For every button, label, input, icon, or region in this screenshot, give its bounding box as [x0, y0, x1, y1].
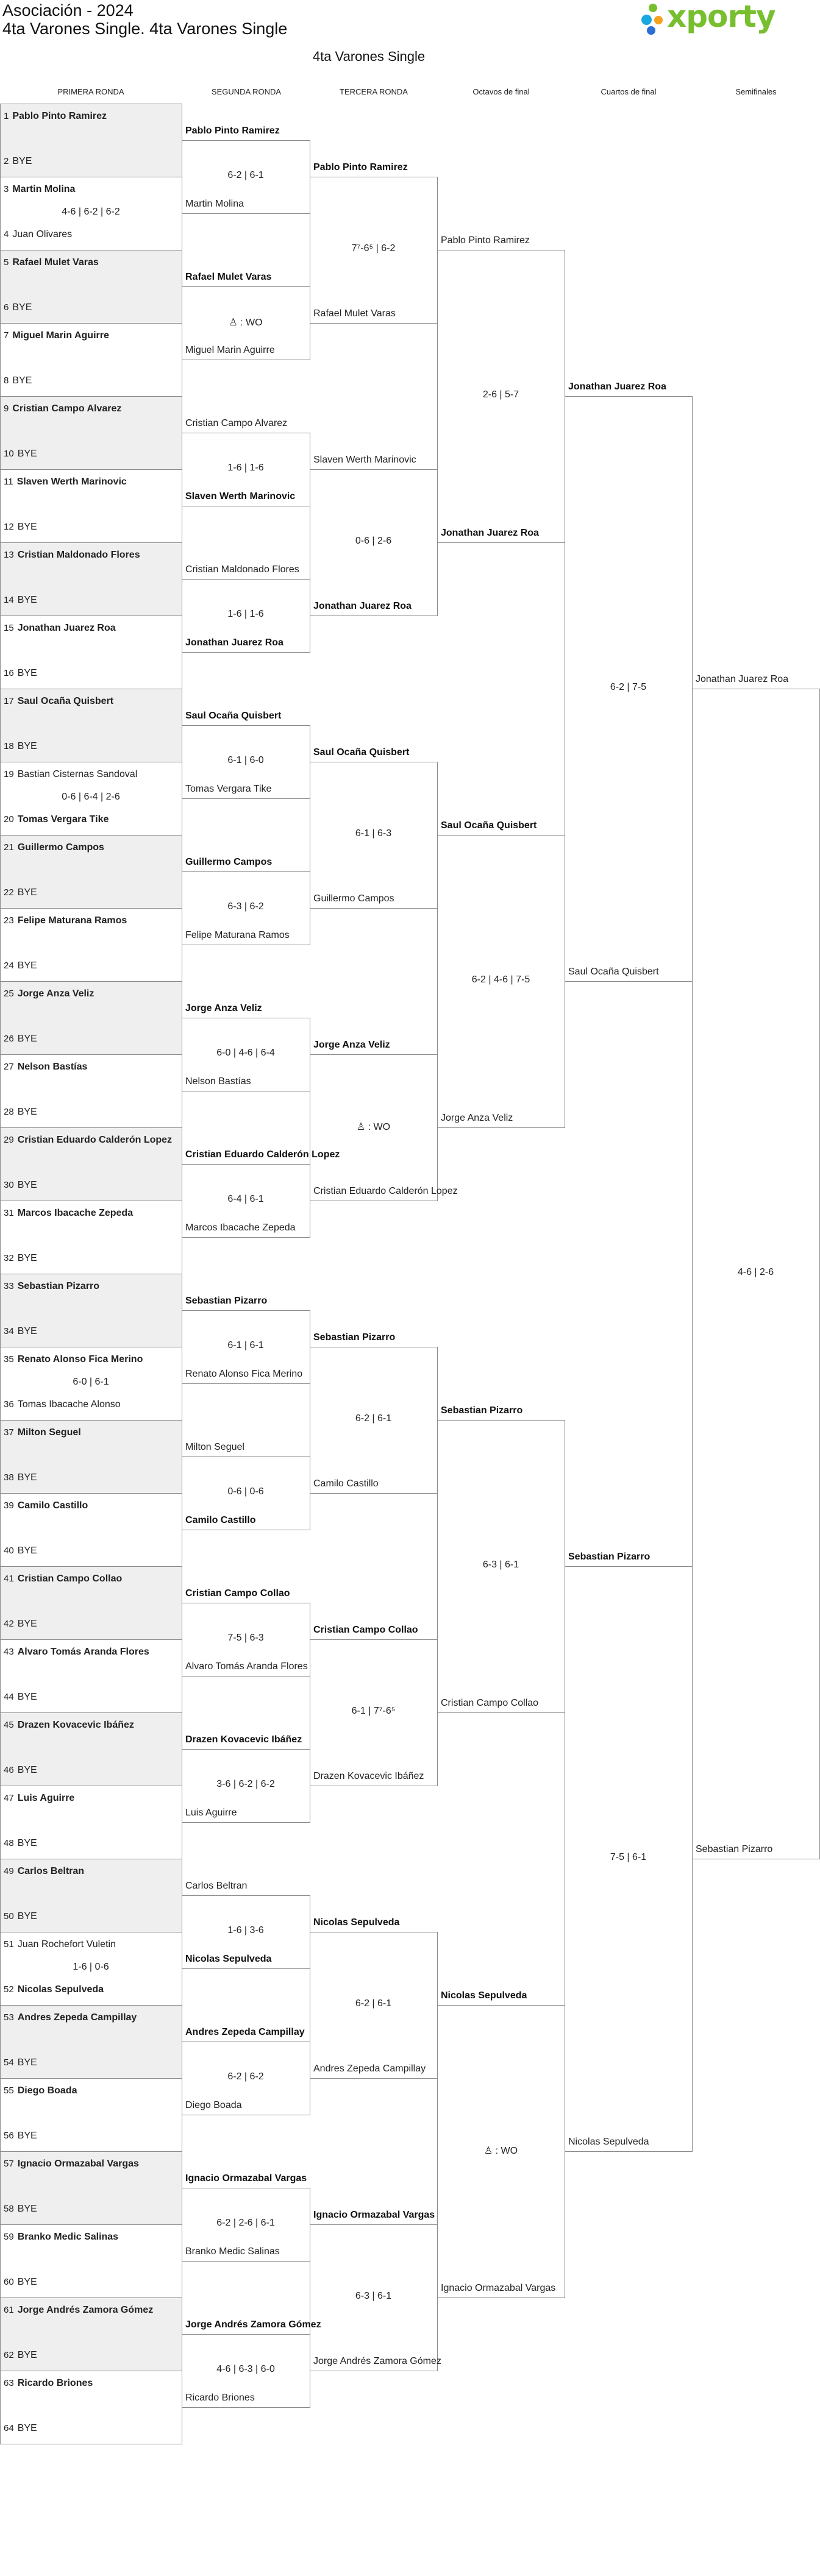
round1-entry[interactable]	[4, 330, 179, 341]
round1-entry[interactable]	[4, 1180, 179, 1191]
round2-bottom-player[interactable]: Camilo Castillo	[185, 1515, 256, 1525]
player-name: Drazen Kovacevic Ibáñez	[17, 1720, 134, 1730]
player-name: BYE	[12, 156, 32, 166]
round2-score: 1-6 | 3-6	[227, 1925, 264, 1936]
player-name: BYE	[17, 1545, 37, 1556]
seed-number: 12	[4, 522, 14, 532]
player-name: BYE	[17, 2204, 37, 2214]
player-name: Juan Olivares	[12, 229, 73, 240]
round2-bottom-player[interactable]: Alvaro Tomás Aranda Flores	[185, 1661, 308, 1672]
player-name: Ignacio Ormazabal Vargas	[17, 2159, 139, 2169]
player-name: BYE	[17, 1619, 37, 1629]
round2-score: 6-4 | 6-1	[227, 1194, 264, 1204]
round2-score: 3-6 | 6-2 | 6-2	[216, 1779, 275, 1789]
player-name: BYE	[17, 1838, 37, 1848]
round1-entry[interactable]	[4, 2012, 179, 2023]
seed-number: 31	[4, 1208, 14, 1218]
round-header-2: SEGUNDA RONDA	[211, 87, 282, 96]
player-name: Guillermo Campos	[17, 842, 104, 853]
player-name: Marcos Ibacache Zepeda	[17, 1208, 134, 1218]
round6-top-player[interactable]: Jonathan Juarez Roa	[696, 674, 789, 684]
seed-number: 39	[4, 1500, 14, 1511]
seed-number: 17	[4, 696, 14, 706]
seed-number: 38	[4, 1472, 14, 1483]
round2-bottom-player[interactable]: Felipe Maturana Ramos	[185, 930, 290, 940]
round4-score: ♙ : WO	[483, 2146, 518, 2156]
seed-number: 20	[4, 814, 14, 825]
round1-entry[interactable]	[4, 2057, 179, 2068]
seed-number: 48	[4, 1838, 14, 1848]
player-name: Cristian Campo Collao	[17, 1574, 123, 1584]
round1-entry[interactable]	[4, 623, 179, 634]
round3-bottom-player[interactable]: Jorge Andrés Zamora Gómez	[313, 2356, 441, 2366]
event-title: 4ta Varones Single	[312, 49, 426, 64]
round4-top-player[interactable]: Nicolas Sepulveda	[441, 1990, 527, 2001]
round2-bottom-player[interactable]: Branko Medic Salinas	[185, 2246, 280, 2257]
round2-score: 6-1 | 6-1	[227, 1340, 264, 1350]
round2-bottom-player[interactable]: Ricardo Briones	[185, 2393, 255, 2403]
player-name: Camilo Castillo	[17, 1500, 88, 1511]
round1-entry[interactable]	[4, 2423, 179, 2434]
round2-score: 6-2 | 6-2	[227, 2071, 264, 2082]
round3-bottom-player[interactable]: Guillermo Campos	[313, 893, 394, 904]
round1-entry[interactable]	[4, 229, 179, 240]
round3-score: 0-6 | 2-6	[355, 536, 392, 546]
player-name: BYE	[17, 1472, 37, 1483]
player-name: Ricardo Briones	[17, 2378, 93, 2388]
seed-number: 35	[4, 1354, 14, 1364]
round-header-1: PRIMERA RONDA	[57, 87, 124, 96]
round2-top-player[interactable]: Pablo Pinto Ramirez	[185, 126, 280, 136]
round3-top-player[interactable]: Sebastian Pizarro	[313, 1332, 396, 1343]
round2-top-player[interactable]: Sebastian Pizarro	[185, 1296, 268, 1306]
player-name: Jorge Anza Veliz	[17, 988, 94, 999]
player-name: Martin Molina	[12, 184, 76, 194]
seed-number: 47	[4, 1793, 14, 1803]
round2-top-player[interactable]: Cristian Maldonado Flores	[185, 564, 299, 575]
round4-score: 6-3 | 6-1	[482, 1559, 519, 1570]
seed-number: 61	[4, 2305, 14, 2315]
seed-number: 49	[4, 1866, 14, 1876]
player-name: Felipe Maturana Ramos	[17, 915, 127, 926]
round1-entry[interactable]	[4, 1208, 179, 1219]
round3-top-player[interactable]: Jorge Anza Veliz	[313, 1040, 390, 1050]
round2-top-player[interactable]: Guillermo Campos	[185, 857, 273, 867]
round4-top-player[interactable]: Pablo Pinto Ramirez	[441, 235, 530, 246]
round4-top-player[interactable]: Sebastian Pizarro	[441, 1405, 523, 1416]
round4-bottom-player[interactable]: Cristian Campo Collao	[441, 1698, 539, 1708]
seed-number: 34	[4, 1326, 14, 1336]
round-header-6: Semifinales	[735, 87, 777, 96]
logo-wordmark: xporty	[667, 0, 775, 34]
round3-score: 6-2 | 6-1	[355, 1413, 392, 1424]
seed-number: 30	[4, 1180, 14, 1190]
seed-number: 23	[4, 915, 14, 926]
player-name: BYE	[17, 1765, 37, 1775]
round3-bottom-player[interactable]: Andres Zepeda Campillay	[313, 2063, 426, 2074]
round1-entry[interactable]	[4, 1692, 179, 1703]
seed-number: 10	[4, 449, 14, 459]
player-name: Bastian Cisternas Sandoval	[17, 769, 138, 779]
round1-entry[interactable]	[4, 302, 179, 313]
round1-entry[interactable]	[4, 1793, 179, 1804]
player-name: Jonathan Juarez Roa	[17, 623, 116, 633]
player-name: Alvaro Tomás Aranda Flores	[17, 1647, 149, 1657]
round1-entry[interactable]	[4, 1911, 179, 1922]
round-header-4: Octavos de final	[472, 87, 530, 96]
round2-top-player[interactable]: Saul Ocaña Quisbert	[185, 711, 282, 721]
player-name: Milton Seguel	[17, 1427, 81, 1438]
seed-number: 5	[4, 257, 9, 268]
round3-bottom-player[interactable]: Rafael Mulet Varas	[313, 308, 396, 319]
round3-score: 6-1 | 6-3	[355, 828, 392, 839]
player-name: BYE	[17, 960, 37, 971]
round3-bottom-player[interactable]: Drazen Kovacevic Ibáñez	[313, 1771, 424, 1781]
round5-top-player[interactable]: Sebastian Pizarro	[568, 1552, 651, 1562]
player-name: BYE	[17, 595, 37, 605]
round1-entry[interactable]	[4, 449, 179, 459]
seed-number: 6	[4, 302, 9, 313]
seed-number: 22	[4, 887, 14, 898]
round3-top-player[interactable]: Ignacio Ormazabal Vargas	[313, 2210, 435, 2220]
player-name: BYE	[17, 449, 37, 459]
player-name: Tomas Vergara Tike	[17, 814, 109, 825]
seed-number: 15	[4, 623, 14, 633]
round2-bottom-player[interactable]: Nicolas Sepulveda	[185, 1954, 272, 1964]
player-name: Miguel Marin Aguirre	[12, 330, 109, 341]
seed-number: 1	[4, 111, 9, 121]
seed-number: 24	[4, 960, 14, 971]
player-name: Cristian Maldonado Flores	[17, 550, 140, 560]
round1-entry[interactable]	[4, 1107, 179, 1118]
round1-entry[interactable]	[4, 668, 179, 679]
seed-number: 32	[4, 1253, 14, 1263]
round2-top-player[interactable]: Andres Zepeda Campillay	[185, 2027, 305, 2037]
seed-number: 52	[4, 1984, 14, 1995]
player-name: BYE	[17, 1034, 37, 1044]
player-name: BYE	[17, 1253, 37, 1263]
seed-number: 62	[4, 2350, 14, 2360]
round2-top-player[interactable]: Carlos Beltran	[185, 1881, 248, 1891]
player-name: Juan Rochefort Vuletin	[17, 1939, 116, 1950]
round1-entry[interactable]	[4, 1838, 179, 1849]
round1-entry[interactable]	[4, 1399, 179, 1410]
seed-number: 7	[4, 330, 9, 341]
round1-score: 1-6 | 0-6	[73, 1962, 109, 1972]
round1-entry[interactable]	[4, 1500, 179, 1511]
seed-number: 9	[4, 403, 9, 414]
round2-top-player[interactable]: Milton Seguel	[185, 1442, 244, 1452]
round2-score: 1-6 | 1-6	[227, 609, 264, 619]
round3-score: ♙ : WO	[356, 1122, 391, 1132]
round1-entry[interactable]	[4, 111, 179, 122]
round2-score: 6-2 | 2-6 | 6-1	[216, 2218, 275, 2228]
round3-bottom-player[interactable]: Jonathan Juarez Roa	[313, 601, 412, 611]
seed-number: 37	[4, 1427, 14, 1438]
category-title: 4ta Varones Single. 4ta Varones Single	[2, 20, 288, 38]
round6-bottom-player[interactable]: Sebastian Pizarro	[696, 1844, 773, 1854]
seed-number: 58	[4, 2204, 14, 2214]
round2-bottom-player[interactable]: Tomas Vergara Tike	[185, 784, 272, 794]
round2-top-player[interactable]: Cristian Campo Alvarez	[185, 418, 288, 428]
round1-entry[interactable]	[4, 1984, 179, 1995]
player-name: BYE	[12, 375, 32, 386]
player-name: BYE	[17, 1107, 37, 1117]
round1-entry[interactable]	[4, 1253, 179, 1264]
round3-score: 6-3 | 6-1	[355, 2291, 392, 2301]
round5-top-player[interactable]: Jonathan Juarez Roa	[568, 381, 666, 392]
seed-number: 29	[4, 1135, 14, 1145]
player-name: Jorge Andrés Zamora Gómez	[17, 2305, 154, 2315]
seed-number: 44	[4, 1692, 14, 1702]
player-name: BYE	[17, 2350, 37, 2360]
round1-entry[interactable]	[4, 1545, 179, 1556]
round1-entry[interactable]	[4, 1062, 179, 1073]
round1-entry[interactable]	[4, 960, 179, 971]
seed-number: 51	[4, 1939, 14, 1950]
seed-number: 42	[4, 1619, 14, 1629]
seed-number: 21	[4, 842, 14, 853]
seed-number: 27	[4, 1062, 14, 1072]
player-name: Sebastian Pizarro	[17, 1281, 99, 1291]
round1-score: 4-6 | 6-2 | 6-2	[62, 207, 120, 217]
round1-entry[interactable]	[4, 1354, 179, 1365]
round1-entry[interactable]	[4, 2204, 179, 2215]
round2-bottom-player[interactable]: Luis Aguirre	[185, 1808, 237, 1818]
round1-entry[interactable]	[4, 887, 179, 898]
round1-entry[interactable]	[4, 522, 179, 533]
player-name: BYE	[17, 2131, 37, 2141]
round2-bottom-player[interactable]: Miguel Marin Aguirre	[185, 345, 275, 355]
round3-top-player[interactable]: Pablo Pinto Ramirez	[313, 162, 408, 172]
player-name: BYE	[17, 887, 37, 898]
round2-bottom-player[interactable]: Marcos Ibacache Zepeda	[185, 1222, 296, 1233]
round1-entry[interactable]	[4, 2277, 179, 2288]
seed-number: 13	[4, 550, 14, 560]
round2-bottom-player[interactable]: Slaven Werth Marinovic	[185, 491, 296, 502]
player-name: BYE	[17, 1692, 37, 1702]
seed-number: 16	[4, 668, 14, 678]
player-name: BYE	[17, 1326, 37, 1336]
seed-number: 40	[4, 1545, 14, 1556]
round1-entry[interactable]	[4, 1866, 179, 1877]
round4-score: 2-6 | 5-7	[482, 389, 519, 400]
round1-entry[interactable]	[4, 2131, 179, 2141]
round1-entry[interactable]	[4, 375, 179, 386]
round4-bottom-player[interactable]: Jorge Anza Veliz	[441, 1113, 513, 1123]
round2-top-player[interactable]: Ignacio Ormazabal Vargas	[185, 2173, 307, 2184]
round2-bottom-player[interactable]: Jonathan Juarez Roa	[185, 637, 283, 648]
seed-number: 55	[4, 2085, 14, 2096]
seed-number: 11	[4, 477, 13, 487]
player-name: Slaven Werth Marinovic	[16, 477, 127, 487]
round2-score: 7-5 | 6-3	[227, 1633, 264, 1643]
round3-top-player[interactable]: Slaven Werth Marinovic	[313, 455, 416, 465]
round3-bottom-player[interactable]: Camilo Castillo	[313, 1478, 379, 1489]
seed-number: 25	[4, 988, 14, 999]
round2-score: ♙ : WO	[229, 318, 263, 328]
seed-number: 36	[4, 1399, 14, 1410]
player-name: Andres Zepeda Campillay	[17, 2012, 137, 2023]
player-name: BYE	[17, 668, 37, 678]
round1-entry[interactable]	[4, 1720, 179, 1731]
player-name: Renato Alonso Fica Merino	[17, 1354, 143, 1364]
round1-entry[interactable]	[4, 1135, 179, 1146]
round5-score: 7-5 | 6-1	[610, 1852, 647, 1862]
round1-entry[interactable]	[4, 1619, 179, 1630]
round2-top-player[interactable]: Jorge Anza Veliz	[185, 1003, 262, 1013]
seed-number: 8	[4, 375, 9, 386]
round1-entry[interactable]	[4, 477, 179, 488]
player-name: Cristian Eduardo Calderón Lopez	[17, 1135, 173, 1145]
round1-entry[interactable]	[4, 2159, 179, 2170]
seed-number: 64	[4, 2423, 14, 2433]
round1-entry[interactable]	[4, 2305, 179, 2316]
player-name: Cristian Campo Alvarez	[12, 403, 122, 414]
player-name: Luis Aguirre	[17, 1793, 75, 1803]
seed-number: 63	[4, 2378, 14, 2388]
player-name: Nicolas Sepulveda	[17, 1984, 104, 1995]
round2-top-player[interactable]: Cristian Campo Collao	[185, 1588, 290, 1598]
round1-entry[interactable]	[4, 1647, 179, 1658]
round2-bottom-player[interactable]: Nelson Bastías	[185, 1076, 251, 1087]
round3-score: 6-1 | 7⁷-6⁵	[351, 1706, 396, 1716]
seed-number: 28	[4, 1107, 14, 1117]
round6-score: 4-6 | 2-6	[737, 1267, 774, 1277]
round5-bottom-player[interactable]: Saul Ocaña Quisbert	[568, 967, 659, 977]
round1-entry[interactable]	[4, 595, 179, 606]
round3-bottom-player[interactable]: Cristian Eduardo Calderón Lopez	[313, 1186, 458, 1196]
player-name: BYE	[17, 1911, 37, 1921]
round1-entry[interactable]	[4, 550, 179, 561]
seed-number: 3	[4, 184, 9, 194]
round2-score: 1-6 | 1-6	[227, 463, 264, 473]
round5-score: 6-2 | 7-5	[610, 682, 647, 692]
round3-top-player[interactable]: Saul Ocaña Quisbert	[313, 747, 410, 758]
player-name: BYE	[17, 2057, 37, 2068]
round2-score: 6-0 | 4-6 | 6-4	[216, 1048, 275, 1058]
round1-entry[interactable]	[4, 156, 179, 167]
seed-number: 50	[4, 1911, 14, 1921]
round1-entry[interactable]	[4, 1765, 179, 1776]
round3-score: 6-2 | 6-1	[355, 1998, 392, 2009]
seed-number: 59	[4, 2232, 14, 2242]
round5-bottom-player[interactable]: Nicolas Sepulveda	[568, 2137, 649, 2147]
round4-bottom-player[interactable]: Ignacio Ormazabal Vargas	[441, 2283, 556, 2293]
round1-entry[interactable]	[4, 915, 179, 926]
round1-entry[interactable]	[4, 1574, 179, 1584]
round1-entry[interactable]	[4, 988, 179, 999]
round1-entry[interactable]	[4, 769, 179, 780]
round2-score: 6-2 | 6-1	[227, 170, 264, 180]
player-name: BYE	[12, 302, 32, 313]
player-name: Saul Ocaña Quisbert	[17, 696, 114, 706]
player-name: BYE	[17, 1180, 37, 1190]
round4-score: 6-2 | 4-6 | 7-5	[471, 974, 530, 985]
round1-entry[interactable]	[4, 2232, 179, 2243]
round1-entry[interactable]	[4, 2378, 179, 2389]
round1-entry[interactable]	[4, 1326, 179, 1337]
round2-top-player[interactable]: Drazen Kovacevic Ibáñez	[185, 1734, 302, 1745]
round3-top-player[interactable]: Cristian Campo Collao	[313, 1625, 418, 1635]
round1-entry[interactable]	[4, 814, 179, 825]
round2-top-player[interactable]: Jorge Andrés Zamora Gómez	[185, 2319, 321, 2330]
seed-number: 41	[4, 1574, 14, 1584]
player-name: Nelson Bastías	[17, 1062, 88, 1072]
seed-number: 46	[4, 1765, 14, 1775]
round2-bottom-player[interactable]: Renato Alonso Fica Merino	[185, 1369, 303, 1379]
seed-number: 18	[4, 741, 14, 751]
round2-bottom-player[interactable]: Diego Boada	[185, 2100, 242, 2110]
round1-entry[interactable]	[4, 184, 179, 195]
round2-top-player[interactable]: Rafael Mulet Varas	[185, 272, 272, 282]
round4-top-player[interactable]: Saul Ocaña Quisbert	[441, 820, 537, 831]
round1-entry[interactable]	[4, 403, 179, 414]
player-name: Pablo Pinto Ramirez	[12, 111, 107, 121]
player-name: BYE	[17, 2423, 37, 2433]
round1-entry[interactable]	[4, 1427, 179, 1438]
seed-number: 14	[4, 595, 14, 605]
round1-entry[interactable]	[4, 1034, 179, 1045]
round3-top-player[interactable]: Nicolas Sepulveda	[313, 1917, 400, 1928]
seed-number: 53	[4, 2012, 14, 2023]
seed-number: 2	[4, 156, 9, 166]
round1-entry[interactable]	[4, 2085, 179, 2096]
association-title: Asociación - 2024	[2, 1, 134, 20]
player-name: Rafael Mulet Varas	[12, 257, 99, 268]
round1-entry[interactable]	[4, 257, 179, 268]
player-name: BYE	[17, 2277, 37, 2287]
seed-number: 4	[4, 229, 9, 240]
round4-bottom-player[interactable]: Jonathan Juarez Roa	[441, 528, 539, 538]
round1-entry[interactable]	[4, 1939, 179, 1950]
seed-number: 19	[4, 769, 14, 779]
round1-entry[interactable]	[4, 696, 179, 707]
seed-number: 33	[4, 1281, 14, 1291]
seed-number: 26	[4, 1034, 14, 1044]
round1-entry[interactable]	[4, 1281, 179, 1292]
round1-score: 0-6 | 6-4 | 2-6	[62, 792, 120, 802]
round1-entry[interactable]	[4, 842, 179, 853]
seed-number: 43	[4, 1647, 14, 1657]
round2-top-player[interactable]: Cristian Eduardo Calderón Lopez	[185, 1149, 340, 1160]
seed-number: 60	[4, 2277, 14, 2287]
round1-entry[interactable]	[4, 2350, 179, 2361]
seed-number: 57	[4, 2159, 14, 2169]
round2-score: 6-1 | 6-0	[227, 755, 264, 765]
seed-number: 45	[4, 1720, 14, 1730]
round1-score: 6-0 | 6-1	[73, 1377, 109, 1387]
seed-number: 54	[4, 2057, 14, 2068]
player-name: Diego Boada	[17, 2085, 77, 2096]
round-header-5: Cuartos de final	[601, 87, 657, 96]
player-name: Branko Medic Salinas	[17, 2232, 119, 2242]
player-name: Carlos Beltran	[17, 1866, 85, 1876]
player-name: Tomas Ibacache Alonso	[17, 1399, 121, 1410]
round2-score: 4-6 | 6-3 | 6-0	[216, 2364, 275, 2374]
round2-bottom-player[interactable]: Martin Molina	[185, 199, 244, 209]
round1-entry[interactable]	[4, 741, 179, 752]
round2-score: 6-3 | 6-2	[227, 901, 264, 912]
round3-score: 7⁷-6⁵ | 6-2	[351, 243, 396, 254]
round1-entry[interactable]	[4, 1472, 179, 1483]
round-header-3: TERCERA RONDA	[340, 87, 408, 96]
player-name: BYE	[17, 741, 37, 751]
seed-number: 56	[4, 2131, 14, 2141]
player-name: BYE	[17, 522, 37, 532]
round2-score: 0-6 | 0-6	[227, 1486, 264, 1497]
